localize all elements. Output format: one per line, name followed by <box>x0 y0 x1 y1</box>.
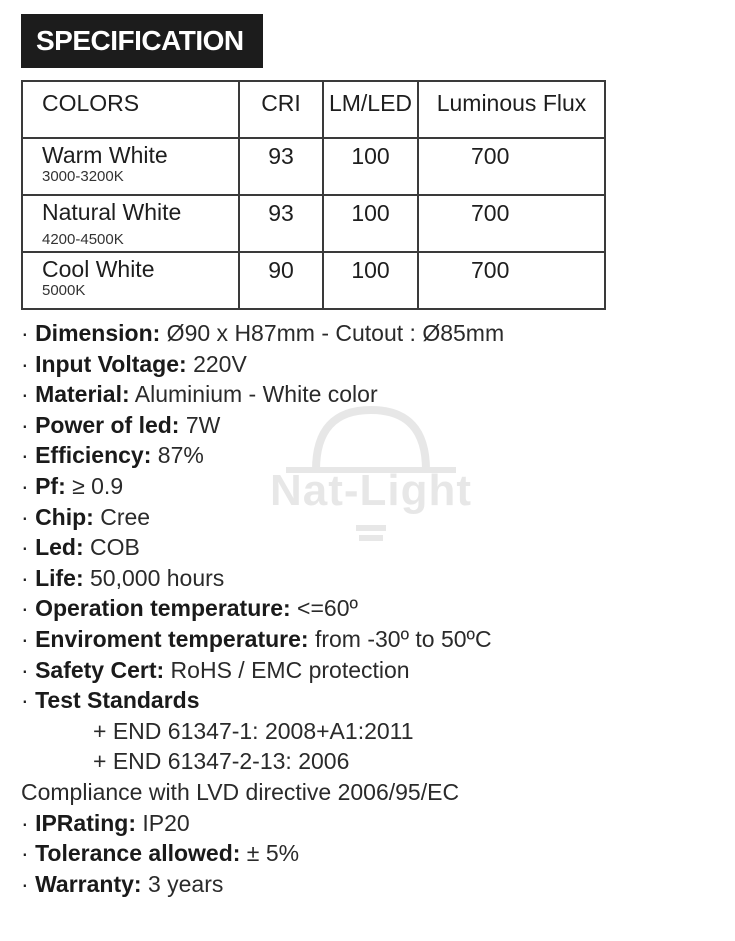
standard-item: + END 61347-2-13: 2006 <box>93 748 350 775</box>
table-header-row <box>22 81 605 138</box>
compliance-line: Compliance with LVD directive 2006/95/EC <box>21 778 460 805</box>
table-row <box>22 252 605 309</box>
table-row <box>22 138 605 195</box>
color-temp: 3000-3200K <box>42 168 124 185</box>
cri-cell: 93 <box>239 195 323 252</box>
spec-item-environment-temperature: · Enviroment temperature: from -30º to 50ºC <box>21 625 492 652</box>
bullet: · <box>21 809 36 836</box>
header-cri: CRI <box>239 81 323 138</box>
spec-item-operation-temperature: · Operation temperature: <=60º <box>21 595 358 622</box>
bullet: · <box>21 840 36 867</box>
table-row <box>22 195 605 252</box>
flux-cell: 700 <box>418 252 605 309</box>
spec-item-led: · Led: COB <box>21 534 140 561</box>
spec-item-efficiency: · Efficiency: 87% <box>21 442 204 469</box>
color-cell <box>22 138 239 195</box>
spec-list <box>21 318 721 899</box>
flux-cell: 700 <box>418 138 605 195</box>
spec-item-chip: · Chip: Cree <box>21 503 151 530</box>
color-name: Warm White <box>42 142 168 168</box>
spec-item-safety-cert: · Safety Cert: RoHS / EMC protection <box>21 656 410 683</box>
header-lm-led: LM/LED <box>323 81 418 138</box>
spec-item-life: · Life: 50,000 hours <box>21 564 225 591</box>
watermark-text: Nat-Light <box>269 466 473 515</box>
bullet: · <box>21 687 36 714</box>
lm-cell: 100 <box>323 252 418 309</box>
color-temp: 4200-4500K <box>42 231 124 248</box>
bullet: · <box>21 320 36 346</box>
section-heading: SPECIFICATION <box>21 14 263 68</box>
cri-cell: 90 <box>239 252 323 309</box>
spec-item-material: · Material: Aluminium - White color <box>21 381 378 408</box>
bullet: · <box>21 350 36 377</box>
standard-item: + END 61347-1: 2008+A1:2011 <box>93 717 414 744</box>
bullet: · <box>21 564 36 591</box>
bullet: · <box>21 381 36 408</box>
color-temp: 5000K <box>42 282 86 299</box>
spec-item-pf: · Pf: ≥ 0.9 <box>21 472 124 499</box>
spec-item-input-voltage: · Input Voltage: 220V <box>21 350 247 377</box>
bullet: · <box>21 656 36 683</box>
bullet: · <box>21 534 36 561</box>
bullet: · <box>21 472 36 499</box>
cri-cell: 93 <box>239 138 323 195</box>
spec-item-power: · Power of led: 7W <box>21 411 221 438</box>
bullet: · <box>21 870 36 897</box>
header-luminous-flux: Luminous Flux <box>418 81 605 138</box>
spec-item-test-standards: · Test Standards <box>21 687 200 714</box>
spec-table <box>21 80 606 310</box>
bullet: · <box>21 595 36 622</box>
color-cell <box>22 252 239 309</box>
lm-cell: 100 <box>323 195 418 252</box>
lm-cell: 100 <box>323 138 418 195</box>
bullet: · <box>21 503 36 530</box>
header-colors: COLORS <box>22 81 239 138</box>
flux-cell: 700 <box>418 195 605 252</box>
spec-item-dimension: · Dimension: Ø90 x H87mm - Cutout : Ø85mm <box>21 320 505 346</box>
spec-item-warranty: · Warranty: 3 years <box>21 870 224 897</box>
color-cell <box>22 195 239 252</box>
color-name: Cool White <box>42 256 155 282</box>
bullet: · <box>21 411 36 438</box>
bullet: · <box>21 442 36 469</box>
spec-item-ip-rating: · IPRating: IP20 <box>21 809 190 836</box>
color-name: Natural White <box>42 199 182 225</box>
bullet: · <box>21 625 36 652</box>
spec-item-tolerance: · Tolerance allowed: ± 5% <box>21 840 300 867</box>
